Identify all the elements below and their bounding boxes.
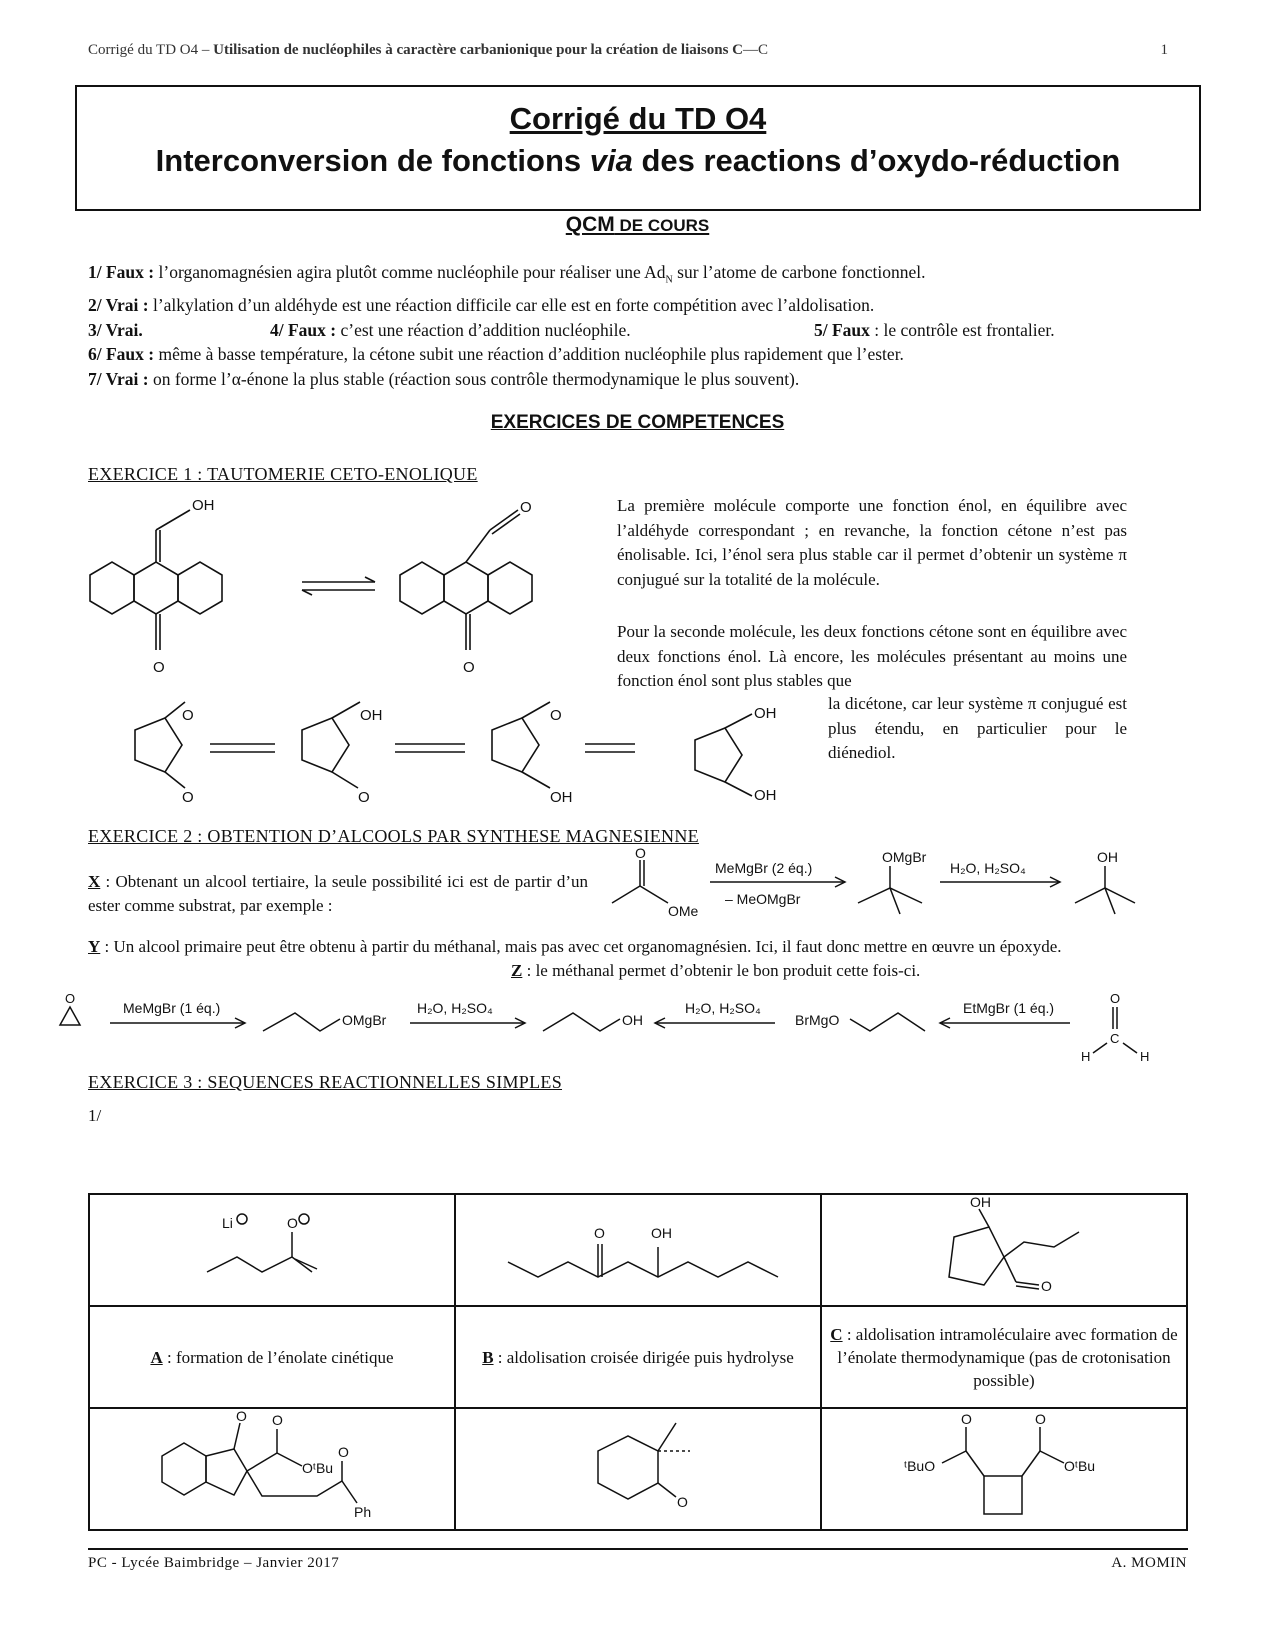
qcm-answer-6: 6/ Faux : même à basse température, la cétone subit une réaction d’addition nucléophile plus rapidement que l’ester. — [88, 344, 904, 364]
ex1-paragraph-2b: la dicétone, car leur système π conjugué est plus étendu, en particulier pour le diénediol. — [828, 694, 1127, 762]
c-oh-label: OH — [970, 1197, 991, 1210]
tertiary-alcohol-oh-label: OH — [1097, 849, 1118, 865]
enol-o-label: O — [153, 659, 165, 676]
phenyl-label: Ph — [354, 1504, 372, 1520]
ex1-title: EXERCICE 1 : TAUTOMERIE CETO-ENOLIQUE — [88, 464, 478, 484]
brmgo-label: BrMgO — [795, 1012, 840, 1028]
cell-molecule-c — [821, 1194, 1187, 1306]
header-bold: Utilisation de nucléophiles à caractère carbanionique pour la création de liaisons C — [213, 42, 744, 58]
equilibrium-arrow-2 — [210, 744, 275, 752]
ex2-scheme-x — [600, 848, 1180, 928]
methanal-h2: H — [1140, 1049, 1150, 1064]
cyclopentanedione-molecule — [135, 702, 185, 788]
qcm-heading: QCM DE COURS — [565, 213, 710, 236]
enol-dione-molecule-1 — [302, 702, 360, 788]
header-prefix: Corrigé du TD O4 – — [88, 42, 214, 58]
diester-o-1: O — [961, 1411, 972, 1427]
ex3-answer-table — [88, 1193, 1188, 1531]
aldol-oh-label: OH — [651, 1225, 672, 1241]
ex1-paragraph-2: Pour la seconde molécule, les deux fonctions cétone sont en équilibre avec deux fonctions énol. Là encore, les molécules présentant au moins une fonction énol sont plus stables que — [617, 622, 1127, 690]
methanal-c: C — [1110, 1031, 1120, 1046]
page-title: Corrigé du TD O4 — [509, 101, 767, 136]
indanone-ester-molecule — [142, 1411, 402, 1521]
methanal-h1: H — [1081, 1049, 1091, 1064]
qcm-answers — [88, 260, 1188, 391]
table-row — [89, 1194, 1187, 1306]
alkoxide-omgbr-label: OMgBr — [882, 849, 927, 865]
aldol-product-molecule — [488, 1202, 788, 1292]
qcm-answer-2: 2/ Vrai : l’alkylation d’un aldéhyde est une réaction difficile car elle est en forte compétition avec l’aldolisation. — [88, 295, 875, 315]
enolate-o-label: O — [287, 1215, 298, 1231]
diester-tbuo: ᵗBuO — [904, 1458, 936, 1474]
enol-oh-label: OH — [192, 497, 215, 514]
ester-o-label: O — [635, 848, 646, 861]
cell-molecule-methylcyclohexanone — [455, 1408, 821, 1530]
reagent-h2o-h2so4-1: H₂O, H₂SO₄ — [950, 860, 1026, 876]
aldol-o-label: O — [594, 1225, 605, 1241]
title-box — [75, 85, 1201, 211]
ex2-scheme-yz — [55, 985, 1165, 1065]
enol2-oh: OH — [550, 789, 573, 806]
ex3-title: EXERCICE 3 : SEQUENCES REACTIONNELLES SIMPLES — [88, 1072, 563, 1092]
dienediol-molecule — [680, 700, 830, 820]
ester-otbu: OᵗBu — [302, 1460, 334, 1476]
cyclopentanol-molecule — [904, 1197, 1104, 1297]
epoxide-o: O — [65, 991, 76, 1006]
cell-molecule-a — [89, 1194, 455, 1306]
cell-molecule-b — [455, 1194, 821, 1306]
ester-o: O — [272, 1412, 283, 1428]
footer-left: PC - Lycée Baimbridge – Janvier 2017 — [88, 1555, 340, 1571]
footer-author: A. MOMIN — [1111, 1555, 1187, 1571]
indanone-o: O — [236, 1411, 247, 1424]
cyclohexanone-o: O — [677, 1494, 688, 1510]
reagent-h2o-h2so4-3: H₂O, H₂SO₄ — [685, 1000, 761, 1016]
header-suffix: —C — [743, 42, 769, 58]
byproduct-label: – MeOMgBr — [725, 891, 801, 907]
reagent-memgbr-1eq: MeMgBr (1 éq.) — [123, 1000, 221, 1016]
cell-answer-b: B : aldolisation croisée dirigée puis hydrolyse — [455, 1306, 821, 1408]
dione-o1: O — [182, 707, 194, 724]
enol2-o: O — [550, 707, 562, 724]
ex1-structures — [80, 490, 640, 820]
equilibrium-arrow-4 — [585, 744, 635, 752]
dione-o2: O — [182, 789, 194, 806]
ex1-paragraph-1: La première molécule comporte une fonction énol, en équilibre avec l’aldéhyde correspondant ; en revanche, la fonction cétone n’est pas énolisable. Ici, l’énol sera plus stable car il permet d’obtenir un système π conjugué sur la totalité de la molécule. — [617, 496, 1127, 589]
enol-dione-molecule-2 — [492, 702, 550, 788]
dienediol-oh-1: OH — [754, 705, 777, 722]
ex2-z-text: Z : le méthanal permet d’obtenir le bon produit cette fois-ci. — [511, 961, 921, 980]
page-subtitle: Interconversion de fonctions via des reactions d’oxydo-réduction — [155, 143, 1121, 178]
equilibrium-arrow-3 — [395, 744, 465, 752]
alkoxide-omgbr: OMgBr — [342, 1012, 387, 1028]
qcm-answer-7: 7/ Vrai : on forme l’α-énone la plus stable (réaction sous contrôle thermodynamique le plus souvent). — [88, 368, 800, 389]
table-row — [89, 1408, 1187, 1530]
cell-answer-a: A : formation de l’énolate cinétique — [89, 1306, 455, 1408]
equilibrium-arrow-1 — [302, 577, 375, 595]
competences-heading: EXERCICES DE COMPETENCES — [490, 412, 785, 433]
qcm-answers-3-5: 3/ Vrai. 4/ Faux : c’est une réaction d’addition nucléophile. 5/ Faux : le contrôle est frontalier. — [88, 319, 1055, 340]
c-o-label: O — [1041, 1278, 1052, 1294]
ketone-o: O — [338, 1444, 349, 1460]
enol1-oh: OH — [360, 707, 383, 724]
footer-rule — [88, 1548, 1188, 1550]
diester-o-2: O — [1035, 1411, 1046, 1427]
reagent-etmgbr-1eq: EtMgBr (1 éq.) — [963, 1000, 1055, 1016]
reagent-h2o-h2so4-2: H₂O, H₂SO₄ — [417, 1000, 493, 1016]
diester-otbu: OᵗBu — [1064, 1458, 1096, 1474]
qcm-answer-1: 1/ Faux : l’organomagnésien agira plutôt comme nucléophile pour réaliser une $Ad_N$ sur l’atome de carbone fonctionnel. — [88, 262, 926, 286]
table-row — [89, 1306, 1187, 1408]
aldehyde-anthrone-molecule — [400, 510, 532, 650]
dienediol-oh-2: OH — [754, 787, 777, 804]
enol-anthrone-molecule — [90, 510, 222, 650]
anthrone-o-label: O — [463, 659, 475, 676]
aldehyde-o-label: O — [520, 499, 532, 516]
ex2-x-text: X : Obtenant un alcool tertiaire, la seule possibilité ici est de partir d’un ester comme substrat, par exemple : — [88, 872, 588, 915]
cell-answer-c: C : aldolisation intramoléculaire avec formation de l’énolate thermodynamique (pas de crotonisation possible) — [821, 1306, 1187, 1408]
cell-molecule-indanone — [89, 1408, 455, 1530]
li-label: Li — [222, 1215, 233, 1231]
ex2-title: EXERCICE 2 : OBTENTION D’ALCOOLS PAR SYNTHESE MAGNESIENNE — [88, 826, 699, 846]
ex2-y-text: Y : Un alcool primaire peut être obtenu à partir du méthanal, mais pas avec cet organomagnésien. Ici, il faut donc mettre en œuvre un époxyde. — [88, 937, 1062, 956]
ester-ome-label: OMe — [668, 903, 699, 919]
running-header — [88, 42, 1168, 59]
cyclobutane-diester-molecule — [884, 1411, 1124, 1521]
reagent-memgbr-2eq: MeMgBr (2 éq.) — [715, 860, 813, 876]
cell-molecule-cyclobutane-diester — [821, 1408, 1187, 1530]
page-number: 1 — [1160, 42, 1168, 58]
propanol-oh: OH — [622, 1012, 643, 1028]
methanal-o: O — [1110, 991, 1121, 1006]
enolate-molecule — [187, 1202, 357, 1292]
ex3-part-label: 1/ — [88, 1106, 102, 1125]
enol1-o: O — [358, 789, 370, 806]
methylcyclohexanone-molecule — [558, 1411, 718, 1521]
